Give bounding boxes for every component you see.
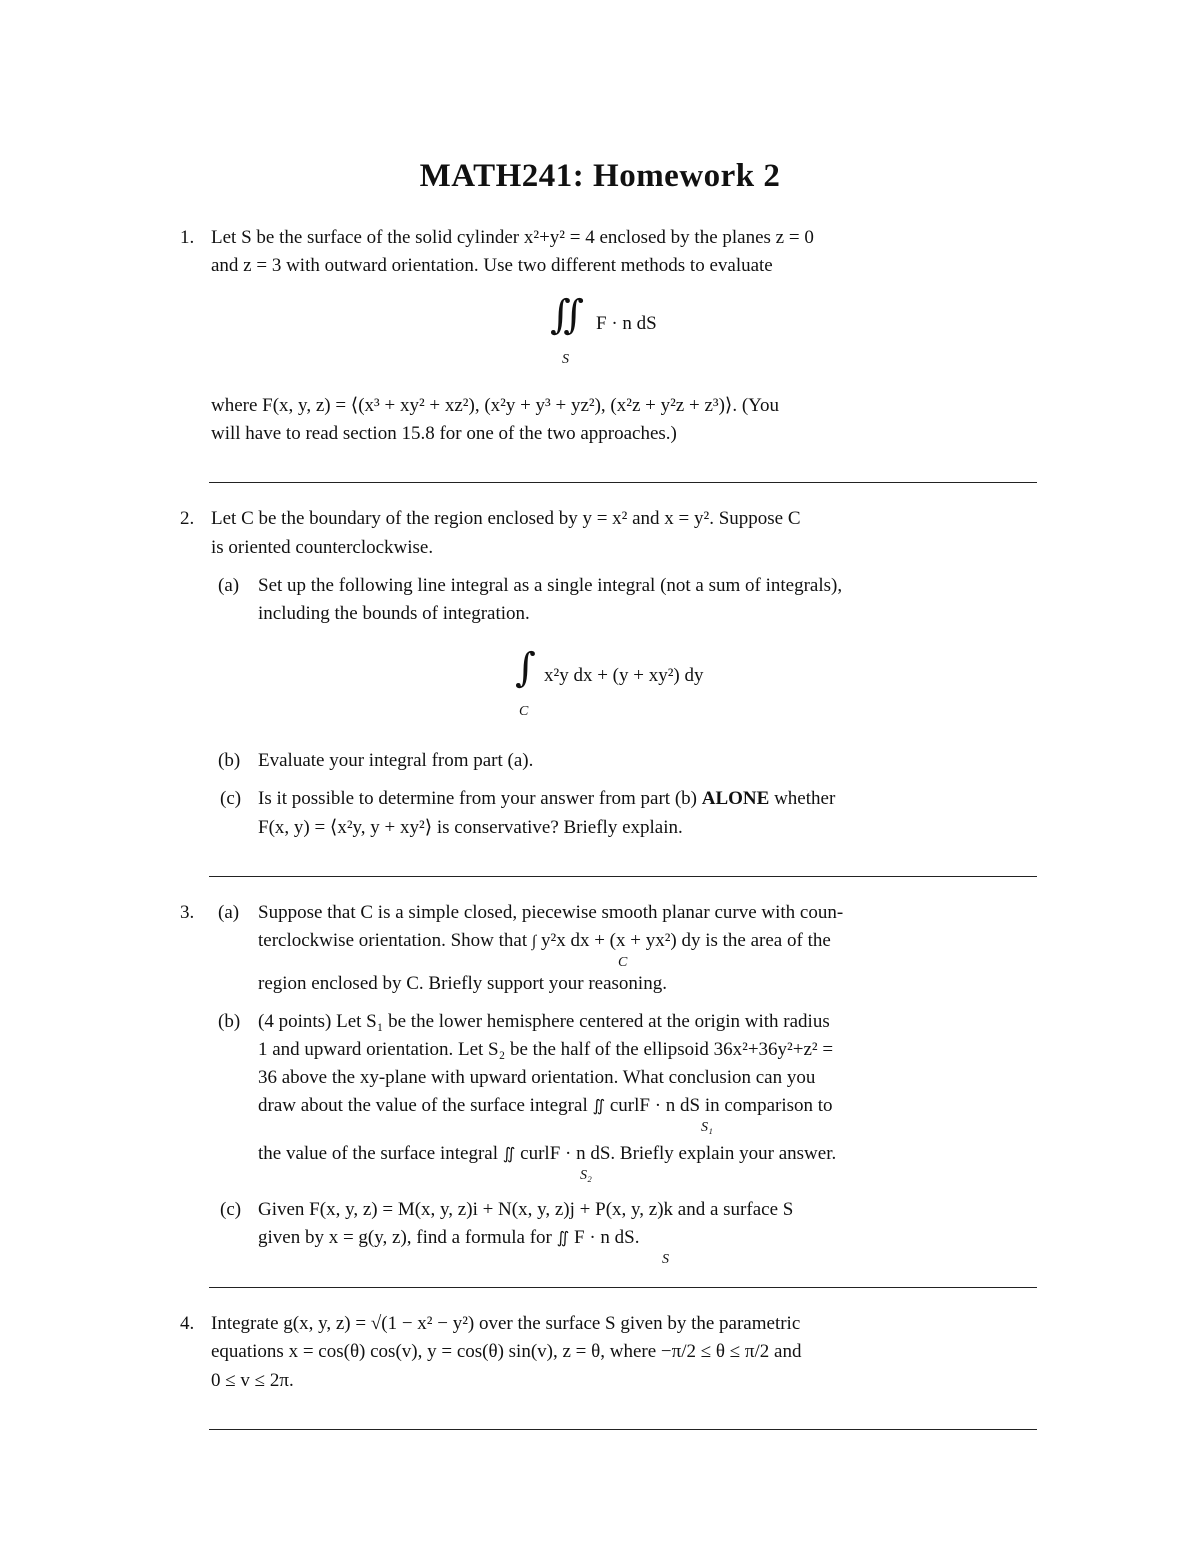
- problem-3b-text-post-2: curlF · n dS. Briefly explain your answer.: [520, 1143, 837, 1164]
- problem-4-line-2: equations x = cos(θ) cos(v), y = cos(θ) sin(v), z = θ, where −π/2 ≤ θ ≤ π/2 and: [211, 1341, 802, 1362]
- problem-3a-line-3: region enclosed by C. Briefly support your reasoning.: [258, 973, 667, 994]
- problem-3c-text-pre: given by x = g(y, z), find a formula for: [258, 1227, 552, 1248]
- divider-4: [209, 1429, 1037, 1430]
- problem-3b-integral-subscript-1: S₁: [701, 1120, 713, 1135]
- problem-3b-line-1: (4 points) Let S₁ be the lower hemisphere centered at the origin with radius: [258, 1011, 830, 1032]
- problem-2-line-1: Let C be the boundary of the region enclosed by y = x² and x = y². Suppose C: [211, 508, 801, 529]
- problem-3a-line-1: Suppose that C is a simple closed, piecewise smooth planar curve with coun-: [258, 902, 844, 923]
- problem-1-line-4: will have to read section 15.8 for one of the two approaches.): [211, 423, 677, 444]
- inline-line-integral-icon: ∫: [531, 933, 537, 950]
- problem-2-integrand: x²y dx + (y + xy²) dy: [544, 665, 704, 686]
- inline-surface-integral-icon: ∬: [592, 1098, 606, 1115]
- problem-2c-line-1: [258, 788, 835, 810]
- problem-4-number: 4.: [180, 1313, 195, 1334]
- problem-3b-text-pre-1: draw about the value of the surface integral: [258, 1095, 588, 1116]
- problem-3b-text-pre-2: the value of the surface integral: [258, 1143, 499, 1164]
- problem-3c-integral-subscript: S: [662, 1252, 669, 1267]
- problem-3b-line-5: [258, 1143, 836, 1165]
- divider-3: [209, 1287, 1037, 1288]
- problem-3c-label: (c): [220, 1199, 242, 1220]
- problem-2-integral-subscript: C: [519, 704, 529, 719]
- problem-1-integral-subscript: S: [562, 352, 569, 367]
- problem-3a-line-2: [258, 930, 831, 952]
- problem-3b-integral-subscript-2: S₂: [580, 1168, 592, 1183]
- problem-3a-text-pre: terclockwise orientation. Show that: [258, 930, 528, 951]
- problem-1-line-3: where F(x, y, z) = ⟨(x³ + xy² + xz²), (x²y + y³ + yz²), (x²z + y²z + z³)⟩. (You: [211, 395, 779, 416]
- divider-2: [209, 876, 1037, 877]
- problem-2a-line-1: Set up the following line integral as a single integral (not a sum of integrals),: [258, 575, 843, 596]
- problem-2a-line-2: including the bounds of integration.: [258, 603, 530, 624]
- divider-1: [209, 482, 1037, 483]
- inline-surface-integral-icon: ∬: [502, 1146, 516, 1163]
- problem-3b-label: (b): [218, 1011, 241, 1032]
- problem-3b-line-4: [258, 1095, 833, 1117]
- problem-3a-label: (a): [218, 902, 240, 923]
- problem-2c-text-pre: Is it possible to determine from your answer from part (b): [258, 788, 697, 809]
- problem-2b-label: (b): [218, 750, 241, 771]
- problem-3b-line-3: 36 above the xy-plane with upward orientation. What conclusion can you: [258, 1067, 816, 1088]
- line-integral-symbol: ∫: [515, 645, 536, 691]
- problem-3b-text-post-1: curlF · n dS in comparison to: [609, 1095, 833, 1116]
- problem-2c-line-2: F(x, y) = ⟨x²y, y + xy²⟩ is conservative? Briefly explain.: [258, 817, 683, 838]
- problem-1-line-2: and z = 3 with outward orientation. Use two different methods to evaluate: [211, 255, 773, 276]
- problem-2-line-2: is oriented counterclockwise.: [211, 537, 434, 558]
- problem-2a-label: (a): [218, 575, 240, 596]
- problem-3-number: 3.: [180, 902, 195, 923]
- problem-2c-label: (c): [220, 788, 242, 809]
- problem-3c-line-1: Given F(x, y, z) = M(x, y, z)i + N(x, y, z)j + P(x, y, z)k and a surface S: [258, 1199, 794, 1220]
- problem-2-number: 2.: [180, 508, 195, 529]
- problem-2c-emphasis: ALONE: [701, 788, 770, 809]
- problem-3c-text-post: F · n dS.: [574, 1227, 640, 1248]
- problem-1-integrand: F · n dS: [596, 313, 657, 334]
- problem-1-line-1: Let S be the surface of the solid cylinder x²+y² = 4 enclosed by the planes z = 0: [211, 227, 814, 248]
- problem-3a-text-post: y²x dx + (x + yx²) dy is the area of the: [541, 930, 831, 951]
- problem-3b-line-2: 1 and upward orientation. Let S₂ be the half of the ellipsoid 36x²+36y²+z² =: [258, 1039, 834, 1060]
- problem-1-number: 1.: [180, 227, 195, 248]
- problem-3a-integral-subscript: C: [618, 955, 628, 970]
- double-integral-symbol: ∬: [550, 292, 585, 338]
- inline-surface-integral-icon: ∬: [556, 1230, 570, 1247]
- problem-2b-line-1: Evaluate your integral from part (a).: [258, 750, 534, 771]
- page-title: MATH241: Homework 2: [419, 158, 781, 194]
- problem-4-line-3: 0 ≤ v ≤ 2π.: [211, 1370, 294, 1391]
- problem-4-line-1: Integrate g(x, y, z) = √(1 − x² − y²) over the surface S given by the parametric: [211, 1313, 801, 1334]
- problem-3c-line-2: [258, 1227, 639, 1249]
- problem-2c-text-post: whether: [774, 788, 836, 809]
